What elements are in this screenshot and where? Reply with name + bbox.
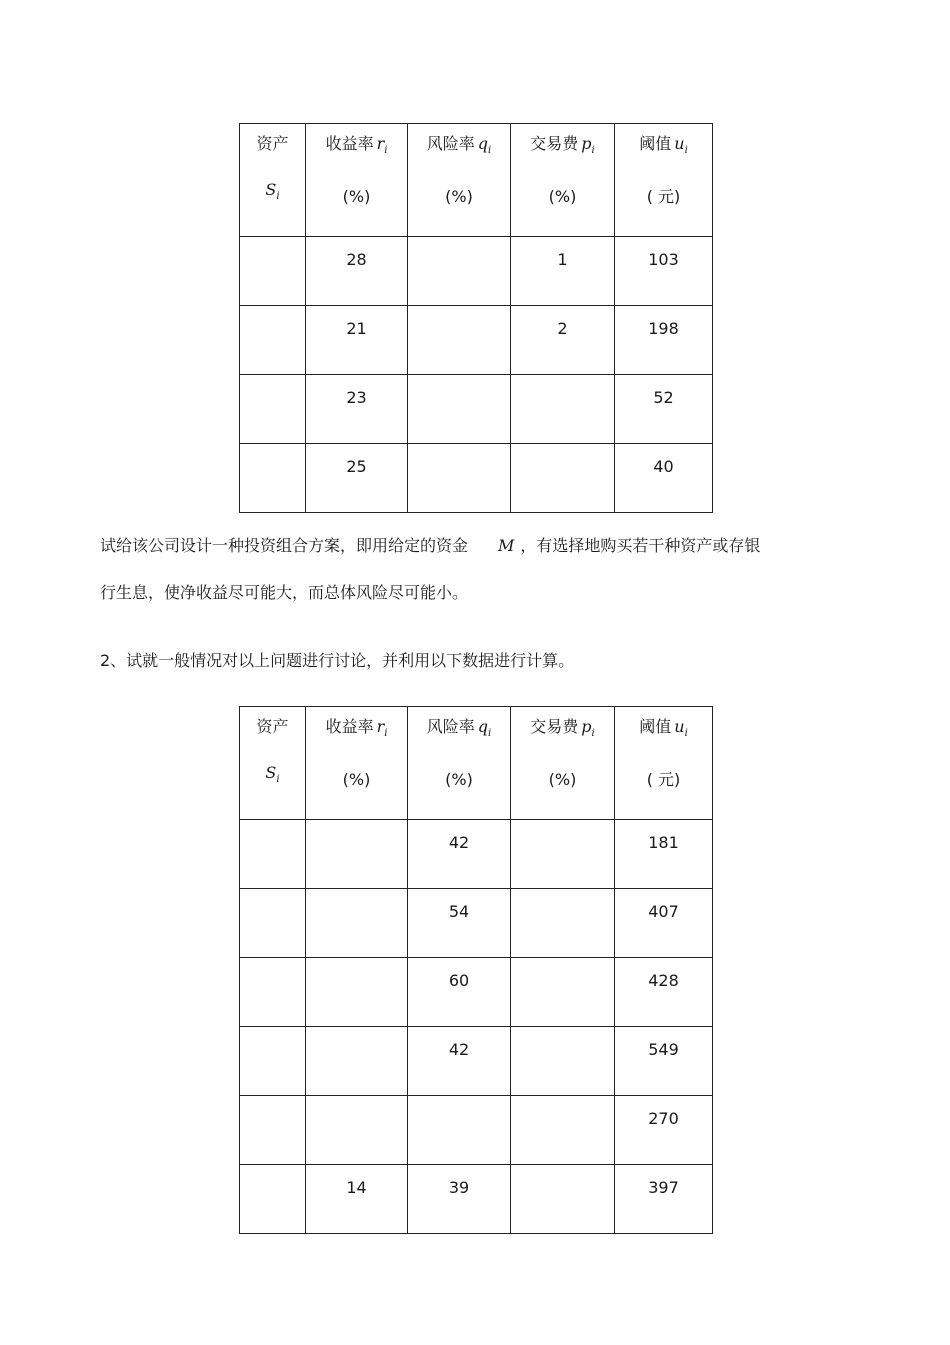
cell-text: $q_i$	[477, 717, 492, 740]
paragraph-question-2	[100, 651, 840, 671]
cell-text: (%)	[342, 770, 371, 790]
table-cell	[615, 1096, 713, 1165]
cell-text	[408, 1096, 510, 1109]
cell-text: 39	[448, 1178, 470, 1197]
table-cell	[240, 889, 306, 958]
cell-text	[240, 1096, 305, 1109]
cell-text: 试给该公司设计一种投资组合方案，即用给定的资金	[100, 536, 469, 555]
table-header-row	[240, 124, 713, 237]
cell-text: 收益率 $r_i$	[325, 134, 388, 157]
table-cell	[240, 1096, 306, 1165]
paragraph-design-task-line2	[100, 583, 840, 603]
cell-text	[511, 1027, 614, 1040]
table-cell	[615, 958, 713, 1027]
cell-text	[511, 820, 614, 833]
table-cell	[615, 237, 713, 306]
table-cell	[511, 820, 615, 889]
table-cell	[306, 237, 408, 306]
header-asset	[240, 124, 306, 237]
table-cell	[511, 1027, 615, 1096]
cell-text: 270	[648, 1109, 679, 1128]
cell-text	[240, 237, 305, 250]
cell-text: $p_i$	[581, 134, 595, 157]
cell-text: 交易费 $p_i$	[530, 717, 595, 740]
cell-text: 42	[448, 1040, 470, 1059]
cell-text	[240, 1165, 305, 1178]
table-cell	[408, 820, 511, 889]
cell-text: (%)	[548, 187, 577, 207]
table-cell	[306, 375, 408, 444]
table-row	[240, 1027, 713, 1096]
cell-text: 交易费 $p_i$	[530, 134, 595, 157]
table-cell	[240, 375, 306, 444]
table-row	[240, 444, 713, 513]
asset-table-2	[239, 706, 713, 1234]
table-row	[240, 958, 713, 1027]
table-cell	[511, 889, 615, 958]
cell-text: 风险率 $q_i$	[426, 717, 492, 740]
cell-text: 28	[346, 250, 367, 269]
cell-text: $q_i$	[477, 134, 492, 157]
header-return-rate	[306, 707, 408, 820]
cell-text: 资产	[256, 717, 289, 736]
table-cell	[511, 375, 615, 444]
cell-text: $S_i$	[265, 763, 280, 786]
cell-text	[511, 958, 614, 971]
cell-text: 428	[648, 971, 679, 990]
table-cell	[240, 1165, 306, 1234]
table-cell	[511, 958, 615, 1027]
table-cell	[408, 237, 511, 306]
table-row	[240, 237, 713, 306]
table-cell	[306, 889, 408, 958]
cell-text	[306, 1027, 407, 1040]
header-asset	[240, 707, 306, 820]
cell-text: (%)	[548, 770, 577, 790]
header-threshold	[615, 124, 713, 237]
cell-text	[240, 889, 305, 902]
table-cell	[511, 237, 615, 306]
cell-text: 收益率 $r_i$	[325, 717, 388, 740]
table-cell	[615, 306, 713, 375]
table-cell	[615, 889, 713, 958]
cell-text: M	[498, 536, 515, 555]
cell-text	[408, 306, 510, 319]
cell-text	[306, 820, 407, 833]
table-cell	[511, 1096, 615, 1165]
cell-text: 60	[448, 971, 470, 990]
cell-text: $r_i$	[376, 717, 388, 740]
cell-text: 2、试就一般情况对以上问题进行讨论，并利用以下数据进行计算。	[100, 651, 575, 670]
cell-text	[306, 958, 407, 971]
cell-text	[511, 889, 614, 902]
cell-text: 25	[346, 457, 367, 476]
cell-text	[306, 1096, 407, 1109]
header-return-rate	[306, 124, 408, 237]
cell-text: 198	[648, 319, 679, 338]
table-cell	[615, 820, 713, 889]
cell-text: 407	[648, 902, 679, 921]
table-cell	[240, 237, 306, 306]
asset-table-1	[239, 123, 713, 513]
cell-text: $u_i$	[674, 717, 688, 740]
cell-text	[240, 1027, 305, 1040]
cell-text: 1	[557, 250, 568, 269]
cell-text	[511, 375, 614, 388]
header-transaction-fee	[511, 124, 615, 237]
table-cell	[408, 1165, 511, 1234]
table-header-row	[240, 707, 713, 820]
cell-text: 42	[448, 833, 470, 852]
cell-text	[240, 375, 305, 388]
paragraph-design-task-line1	[100, 536, 840, 556]
cell-text: ，有选择地购买若干种资产或存银	[520, 536, 761, 555]
header-risk-rate	[408, 707, 511, 820]
table-cell	[408, 1096, 511, 1165]
cell-text: 549	[648, 1040, 679, 1059]
cell-text: 181	[648, 833, 679, 852]
cell-text: $p_i$	[581, 717, 595, 740]
cell-text: 21	[346, 319, 367, 338]
table-cell	[408, 958, 511, 1027]
table-cell	[306, 1096, 408, 1165]
table-cell	[306, 1027, 408, 1096]
cell-text	[408, 237, 510, 250]
cell-text: 23	[346, 388, 367, 407]
cell-text: 54	[448, 902, 470, 921]
table-row	[240, 375, 713, 444]
cell-text: 资产	[256, 134, 289, 153]
cell-text: ( 元)	[646, 770, 681, 790]
table-cell	[615, 1027, 713, 1096]
cell-text	[408, 375, 510, 388]
cell-text: 行生息，使净收益尽可能大，而总体风险尽可能小。	[100, 583, 469, 602]
table-cell	[615, 1165, 713, 1234]
cell-text: 397	[648, 1178, 679, 1197]
cell-text	[240, 820, 305, 833]
cell-text	[306, 889, 407, 902]
header-threshold	[615, 707, 713, 820]
cell-text: $r_i$	[376, 134, 388, 157]
header-transaction-fee	[511, 707, 615, 820]
table-cell	[240, 820, 306, 889]
cell-text	[511, 444, 614, 457]
table-cell	[240, 1027, 306, 1096]
table-cell	[615, 375, 713, 444]
table-cell	[408, 306, 511, 375]
cell-text: 阈值 $u_i$	[639, 134, 688, 157]
cell-text: 103	[648, 250, 679, 269]
table-row	[240, 306, 713, 375]
table-cell	[240, 958, 306, 1027]
header-risk-rate	[408, 124, 511, 237]
cell-text: (%)	[445, 187, 473, 207]
cell-text: (%)	[342, 187, 371, 207]
table-cell	[306, 306, 408, 375]
cell-text	[265, 763, 279, 790]
cell-text: 40	[653, 457, 674, 476]
table-cell	[306, 958, 408, 1027]
table-cell	[511, 444, 615, 513]
table-cell	[408, 1027, 511, 1096]
cell-text	[511, 1096, 614, 1109]
table-cell	[615, 444, 713, 513]
cell-text	[240, 306, 305, 319]
table-row	[240, 1165, 713, 1234]
cell-text: 2	[557, 319, 568, 338]
cell-text: 52	[653, 388, 674, 407]
cell-text: 风险率 $q_i$	[426, 134, 492, 157]
table-cell	[240, 444, 306, 513]
table-row	[240, 1096, 713, 1165]
cell-text: $u_i$	[674, 134, 688, 157]
table-cell	[240, 306, 306, 375]
cell-text: ( 元)	[646, 187, 681, 207]
table-cell	[408, 375, 511, 444]
table-cell	[408, 444, 511, 513]
cell-text: (%)	[445, 770, 473, 790]
table-row	[240, 889, 713, 958]
table-cell	[306, 820, 408, 889]
table-cell	[306, 1165, 408, 1234]
cell-text: $S_i$	[265, 180, 280, 203]
table-cell	[511, 1165, 615, 1234]
table-cell	[306, 444, 408, 513]
table-cell	[408, 889, 511, 958]
cell-text	[240, 958, 305, 971]
cell-text	[240, 444, 305, 457]
cell-text: 14	[346, 1178, 367, 1197]
cell-text	[265, 180, 279, 207]
table-cell	[511, 306, 615, 375]
cell-text	[408, 444, 510, 457]
table-row	[240, 820, 713, 889]
cell-text	[511, 1165, 614, 1178]
cell-text: 阈值 $u_i$	[639, 717, 688, 740]
